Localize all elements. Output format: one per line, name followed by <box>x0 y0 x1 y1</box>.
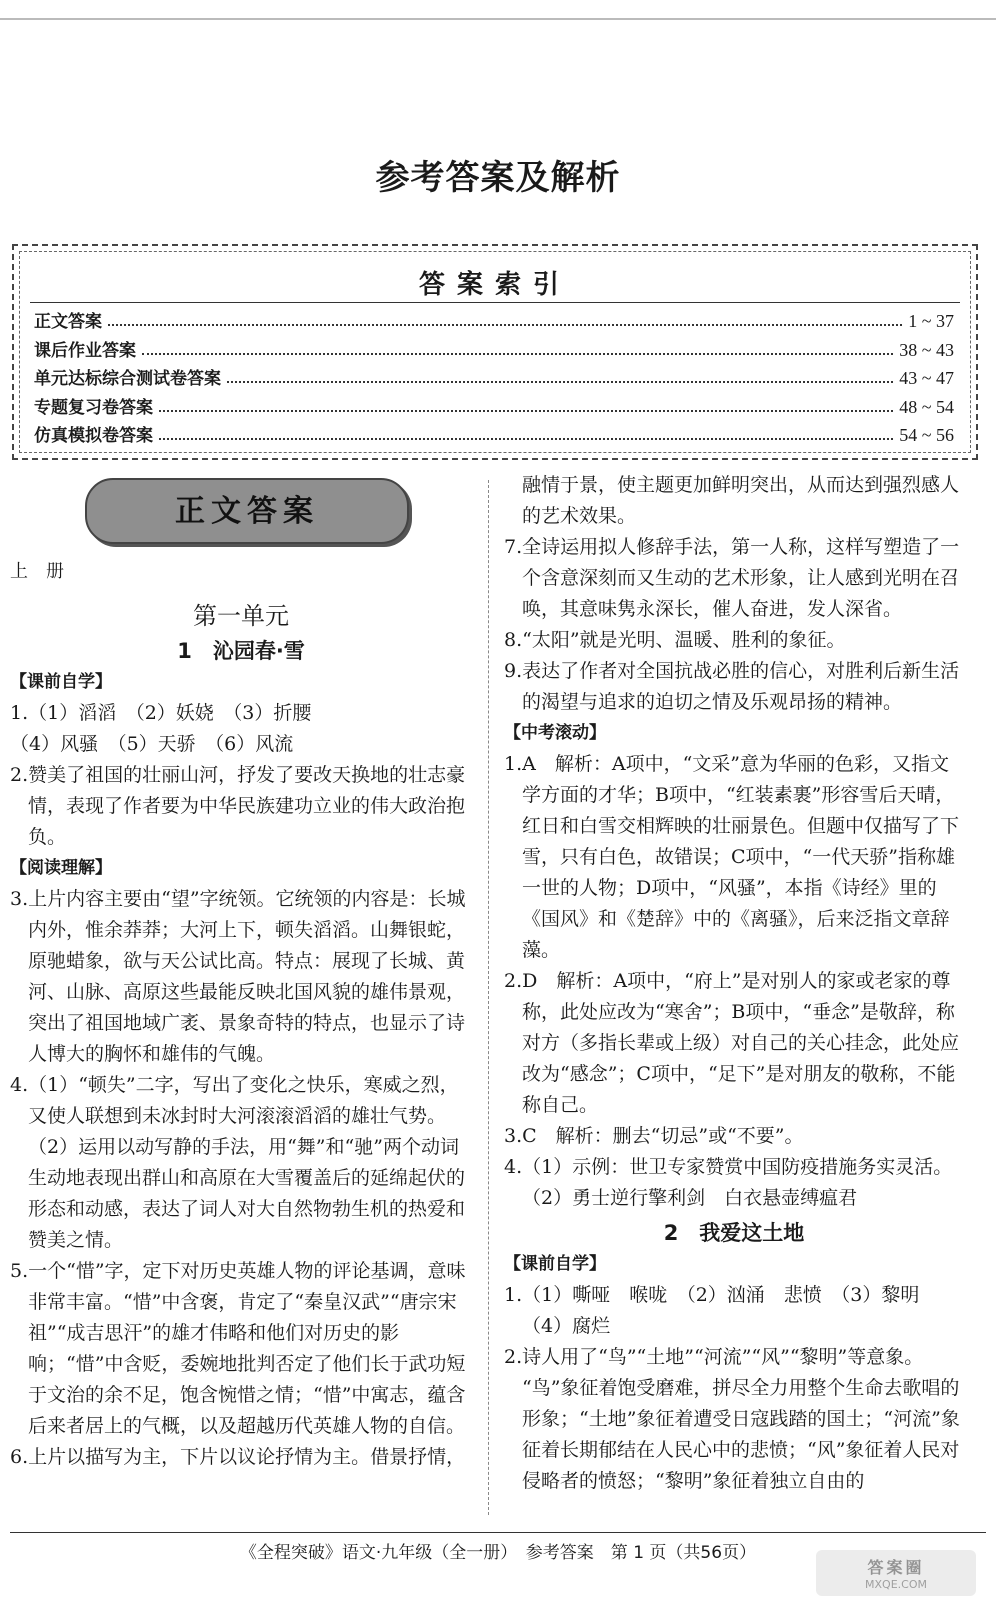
index-range: 54 ~ 56 <box>899 424 954 445</box>
index-row <box>34 418 954 446</box>
answer-index-box <box>12 244 978 460</box>
unit-title: 第一单元 <box>193 602 289 630</box>
index-range: 48 ~ 54 <box>899 396 954 417</box>
answer-item: 2.D 解析：A项中，“府上”是对别人的家或老家的尊称，此处应改为“寒舍”；B项中，“垂念”是敬辞，称对方（多指长辈或上级）对自己的关心挂念，此处应改为“感念”；C项中，“足下”是对朋友的敬称，不能称自己。 <box>504 970 960 1116</box>
footer-rule <box>10 1532 986 1533</box>
answer-item: 1.（1）滔滔 （2）妖娆 （3）折腰 <box>10 702 312 724</box>
section-heading: 【中考滚动】 <box>504 723 606 743</box>
index-range: 38 ~ 43 <box>899 339 954 360</box>
answer-item: 7.全诗运用拟人修辞手法，第一人称，这样写塑造了一个含意深刻而又生动的艺术形象，让人感到光明在召唤，其意味隽永深长，催人奋进，发人深省。 <box>504 536 960 620</box>
index-label: 仿真模拟卷答案 <box>34 425 153 446</box>
dot-leader <box>142 353 893 355</box>
lesson-title: 2 我爱这土地 <box>663 1221 805 1245</box>
page-title: 参考答案及解析 <box>375 158 621 198</box>
index-row <box>34 304 954 332</box>
answer-item: 1.（1）嘶哑 喉咙 （2）汹涌 悲愤 （3）黎明 <box>504 1284 920 1306</box>
answer-item: 4.（1）“顿失”二字，写出了变化之快乐，寒威之烈，又使人联想到未冰封时大河滚滚滔滔的雄壮气势。 <box>10 1074 459 1127</box>
index-label: 正文答案 <box>34 312 102 333</box>
volume-label: 上 册 <box>10 561 64 582</box>
index-range: 1 ~ 37 <box>908 311 954 332</box>
answer-item: 5.一个“惜”字，定下对历史英雄人物的评论基调，意味非常丰富。“惜”中含褒，肯定了“秦皇汉武”“唐宗宋祖”“成吉思汗”的雄才伟略和他们对历史的影响；“惜”中含贬，委婉地批判否定了他们长于武功短于文治的余不足，饱含惋惜之情；“惜”中寓志，蕴含后来者居上的气概，以及超越历代英雄人物的自信。 <box>10 1260 466 1437</box>
index-list <box>34 304 954 446</box>
answer-item: 4.（1）示例：世卫专家赞赏中国防疫措施务实灵活。 <box>504 1156 953 1178</box>
answer-item: 3.上片内容主要由“望”字统领。它统领的内容是：长城内外，惟余莽莽；大河上下，顿失滔滔。山舞银蛇，原驰蜡象，欲与天公试比高。特点：展现了长城、黄河、山脉、高原这些最能反映北国风貌的雄伟景观，突出了祖国地域广袤、景象奇特的特点，也显示了诗人博大的胸怀和雄伟的气魄。 <box>10 888 466 1065</box>
banner-label: 正文答案 <box>175 493 319 529</box>
answer-item: 8.“太阳”就是光明、温暖、胜利的象征。 <box>504 629 846 651</box>
dot-leader <box>227 381 893 383</box>
right-column <box>504 470 964 1497</box>
top-rule <box>0 18 996 20</box>
answer-item: “鸟”象征着饱受磨难，拼尽全力用整个生命去歌唱的形象；“土地”象征着遭受日寇践踏的国土；“河流”象征着长期郁结在人民心中的悲愤；“风”象征着人民对侵略者的愤怒；“黎明”象征着独立自由的 <box>522 1377 960 1492</box>
answer-item: （4）腐烂 <box>522 1315 611 1337</box>
answer-item: （2）勇士逆行擎利剑 白衣悬壶缚瘟君 <box>522 1187 858 1209</box>
answer-item: （4）风骚 （5）天骄 （6）风流 <box>10 733 294 755</box>
watermark-text: 答案圈 <box>867 1558 925 1577</box>
index-row <box>34 361 954 389</box>
dot-leader <box>159 410 893 412</box>
index-row <box>34 332 954 360</box>
index-label: 专题复习卷答案 <box>34 397 153 418</box>
left-column <box>10 470 472 1473</box>
answer-item: 9.表达了作者对全国抗战必胜的信心，对胜利后新生活的渴望与追求的迫切之情及乐观昂扬的精神。 <box>504 660 960 713</box>
index-label: 单元达标综合测试卷答案 <box>34 369 221 390</box>
index-title-rule <box>30 302 960 303</box>
section-heading: 【课前自学】 <box>504 1254 606 1274</box>
answer-item: 6.上片以描写为主，下片以议论抒情为主。借景抒情， <box>10 1446 466 1468</box>
column-divider <box>488 480 489 1515</box>
section-heading: 【课前自学】 <box>10 672 112 692</box>
dot-leader <box>108 324 902 326</box>
page-footer: 《全程突破》语文·九年级（全一册） 参考答案 第 1 页（共56页） <box>239 1543 757 1563</box>
answer-item: 3.C 解析：删去“切忌”或“不要”。 <box>504 1125 804 1147</box>
dot-leader <box>159 438 893 440</box>
watermark-logo <box>816 1550 976 1596</box>
answer-item: 2.诗人用了“鸟”“土地”“河流”“风”“黎明”等意象。 <box>504 1346 924 1368</box>
answer-item: 1.A 解析：A项中，“文采”意为华丽的色彩，又指文学方面的才华；B项中，“红装素裹”形容雪后天晴，红日和白雪交相辉映的壮丽景色。但题中仅描写了下雪，只有白色，故错误；C项中，“一代天骄”指称雄一世的人物；D项中，“风骚”，本指《诗经》里的《国风》和《楚辞》中的《离骚》，后来泛指文章辞藻。 <box>504 753 960 961</box>
index-title: 答案索引 <box>418 270 571 300</box>
section-heading: 【阅读理解】 <box>10 858 112 878</box>
lesson-title: 1 沁园春·雪 <box>177 639 305 663</box>
answer-item: （2）运用以动写静的手法，用“舞”和“驰”两个动词生动地表现出群山和高原在大雪覆盖后的延绵起伏的形态和动感，表达了词人对大自然物勃生机的热爱和赞美之情。 <box>28 1136 466 1251</box>
section-banner <box>85 478 409 544</box>
index-range: 43 ~ 47 <box>899 368 954 389</box>
answer-item: 2.赞美了祖国的壮丽山河，抒发了要改天换地的壮志豪情，表现了作者要为中华民族建功立业的伟大政治抱负。 <box>10 764 466 848</box>
watermark-url: MXQE.COM <box>865 1578 927 1591</box>
index-label: 课后作业答案 <box>34 340 136 361</box>
answer-item: 融情于景，使主题更加鲜明突出，从而达到强烈感人的艺术效果。 <box>522 474 960 527</box>
index-row <box>34 389 954 417</box>
